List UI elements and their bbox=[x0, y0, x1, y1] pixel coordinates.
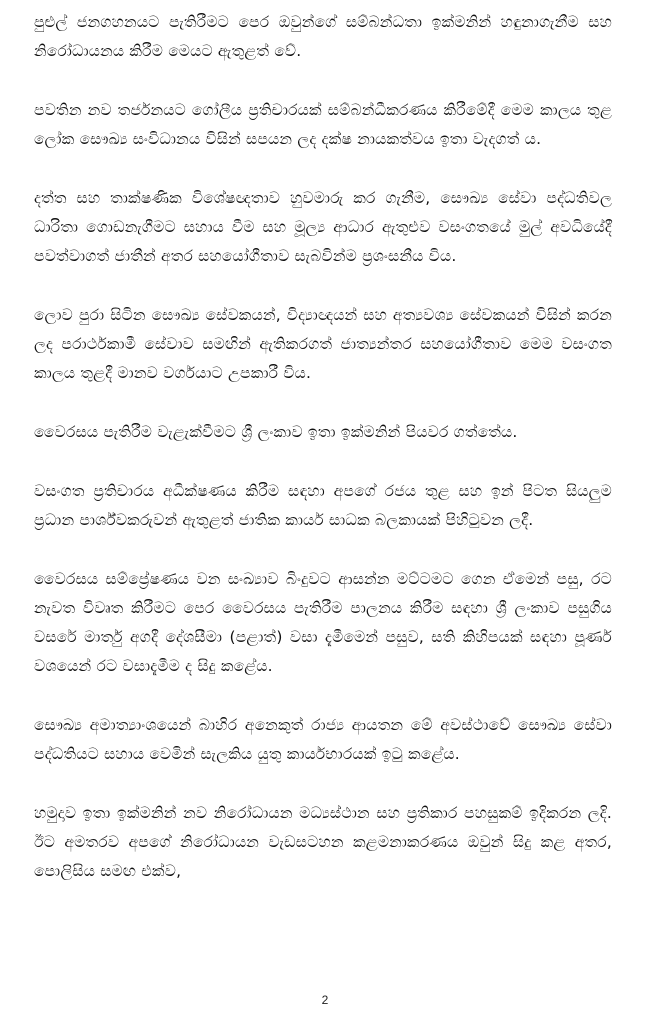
paragraph-military-quarantine: හමුදාව ඉතා ඉක්මනින් නව නිරෝධායන මධ්‍යස්ථාන සහ ප්‍රතිකාර පහසුකම් ඉදිකරන ලදි. ඊට අමතරව අපගේ නිරෝධායන වැඩසටහන කළමනාකරණය ඔවුන් සිදු කළ අතර, පොලිසිය සමඟ එක්ව, bbox=[34, 804, 612, 880]
document-body bbox=[34, 8, 612, 886]
page-number: 2 bbox=[321, 993, 329, 1007]
paragraph-contact-tracing: පුළුල් ජනගහනයට පැතිරීමට පෙර ඔවුන්ගේ සම්බන්ධතා ඉක්මනින් හඳුනාගැනීම සහ නිරෝධායනය කිරීම මෙයට ඇතුළත් වේ. bbox=[34, 13, 612, 60]
paragraph-who-leadership: පවතින නව තර්ජනයට ගෝලීය ප්‍රතිචාරයක් සම්බන්ධීකරණය කිරීමේදී මෙම කාලය තුළ ලෝක සෞඛ්‍ය සංවිධානය විසින් සපයන ලද දක්ෂ නායකත්වය ඉතා වැදගත් ය. bbox=[34, 101, 612, 148]
paragraph-sri-lanka-steps: වෛරසය පැතිරීම වැළැක්වීමට ශ්‍රී ලංකාව ඉතා ඉක්මනින් පියවර ගත්තේය. bbox=[34, 423, 518, 441]
paragraph-international-cooperation: දත්ත සහ තාක්ෂණික විශේෂඥතාව හුවමාරු කර ගැනීම, සෞඛ්‍ය සේවා පද්ධතිවල ධාරිතා ගොඩනැගීමට සහාය වීම සහ මූල්‍ය ආධාර ඇතුළුව වසංගතයේ මුල් අවධියේදී පවත්වාගත් ජාතීන් අතර සහයෝගීතාව සැබවින්ම ප්‍රශංසනීය විය. bbox=[34, 189, 612, 265]
paragraph-lockdown: වෛරසය සම්ප්‍රේෂණය වන සංඛ්‍යාව බිංදුවට ආසන්න මට්ටමට ගෙන ඒමෙන් පසු, රට නැවත විවෘත කිරීමට පෙර වෛරසය පැතිරීම පාලනය කිරීම සඳහා ශ්‍රී ලංකාව පසුගිය වසරේ මාර්තු අගදී දේශසීමා (පළාත්) වසා දැමීමෙන් පසුව, සති කිහිපයක් සඳහා පූර්ණ වශයෙන් රට වසාදැමීම ද සිදු කළේය. bbox=[34, 570, 612, 675]
paragraph-health-workers: ලොව පුරා සිටින සෞඛ්‍ය සේවකයන්, විද්‍යාඥයන් සහ අත්‍යවශ්‍ය සේවකයන් විසින් කරන ලද පරාර්ථකාමී සේවාව සමඟින් ඇතිකරගත් ජාත්‍යන්තර සහයෝගීතාව මෙම වසංගත කාලය තුළදී මානව වර්ගයාට උපකාරී විය. bbox=[34, 306, 612, 382]
paragraph-task-force: වසංගත ප්‍රතිචාරය අධීක්ෂණය කිරීම සඳහා අපගේ රජය තුළ සහ ඉන් පිටත සියලුම ප්‍රධාන පාර්ශ්වකරුවන් ඇතුළත් ජාතික කාර්ය සාධක බලකායක් පිහිටුවන ලදී. bbox=[34, 482, 612, 529]
paragraph-state-institutions: සෞඛ්‍ය අමාත්‍යාංශයෙන් බාහිර අනෙකුත් රාජ්‍ය ආයතන මේ අවස්ථාවේ සෞඛ්‍ය සේවා පද්ධතියට සහාය වෙමින් සැලකිය යුතු කාර්යභාරයක් ඉටු කළේය. bbox=[34, 716, 612, 763]
